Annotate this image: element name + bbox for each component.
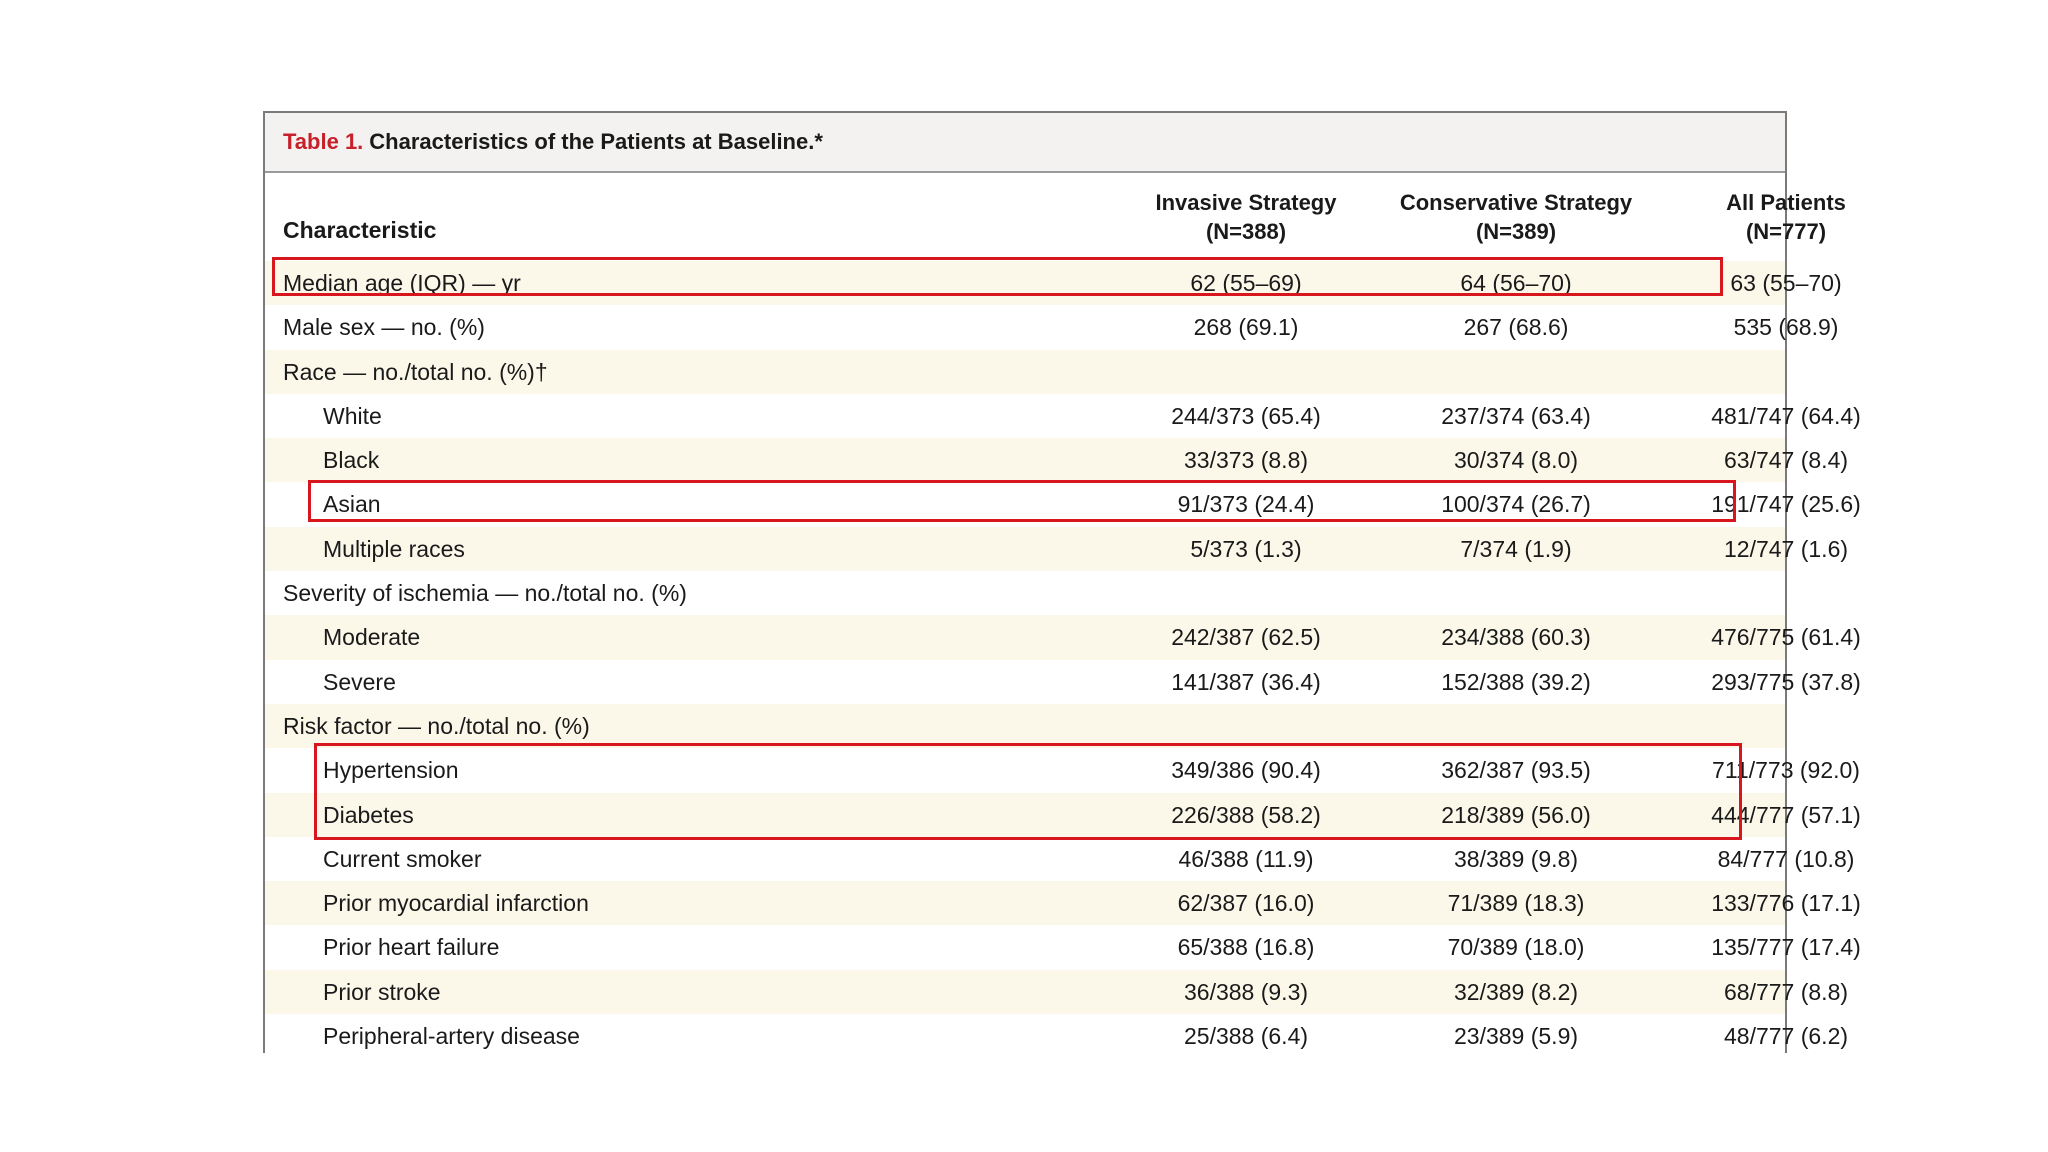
table-row	[265, 660, 1861, 704]
table-row	[265, 261, 1842, 305]
cell-conservative: 234/388 (60.3)	[1441, 624, 1591, 651]
table-row	[265, 1014, 1849, 1058]
row-label: Risk factor — no./total no. (%)	[283, 712, 590, 739]
header-invasive-n: (N=388)	[1205, 219, 1287, 244]
table-row	[265, 793, 1861, 837]
cell-conservative: 362/387 (93.5)	[1441, 757, 1591, 784]
header-all-title: All Patients	[1726, 190, 1846, 215]
cell-conservative: 100/374 (26.7)	[1441, 491, 1591, 518]
row-label: Prior myocardial infarction	[323, 890, 589, 917]
table-row	[265, 350, 1785, 394]
table-row	[265, 704, 1785, 748]
cell-invasive: 46/388 (11.9)	[1178, 845, 1314, 872]
header-invasive-title: Invasive Strategy	[1155, 190, 1337, 215]
table-title	[265, 113, 1785, 173]
row-label: Hypertension	[323, 757, 459, 784]
table-header	[265, 173, 1846, 261]
cell-all-patients: 476/775 (61.4)	[1711, 624, 1861, 651]
cell-invasive: 226/388 (58.2)	[1171, 801, 1321, 828]
cell-conservative: 32/389 (8.2)	[1453, 978, 1579, 1005]
cell-conservative: 70/389 (18.0)	[1447, 934, 1585, 961]
row-label: Multiple races	[323, 535, 465, 562]
cell-all-patients: 68/777 (8.8)	[1723, 978, 1849, 1005]
cell-conservative: 71/389 (18.3)	[1447, 890, 1585, 917]
row-label: Severe	[323, 668, 396, 695]
header-conservative-n: (N=389)	[1475, 219, 1557, 244]
cell-invasive: 62/387 (16.0)	[1177, 890, 1315, 917]
cell-invasive: 141/387 (36.4)	[1171, 668, 1321, 695]
cell-invasive: 5/373 (1.3)	[1190, 535, 1302, 562]
cell-all-patients: 711/773 (92.0)	[1712, 757, 1860, 784]
cell-conservative: 30/374 (8.0)	[1453, 447, 1579, 474]
cell-invasive: 268 (69.1)	[1193, 314, 1299, 341]
cell-invasive: 244/373 (65.4)	[1171, 402, 1321, 429]
cell-all-patients: 481/747 (64.4)	[1711, 402, 1861, 429]
table-row	[265, 748, 1860, 792]
cell-all-patients: 84/777 (10.8)	[1717, 845, 1855, 872]
header-all-n: (N=777)	[1745, 219, 1827, 244]
table-row	[265, 482, 1861, 526]
table-row	[265, 881, 1861, 925]
cell-all-patients: 535 (68.9)	[1733, 314, 1839, 341]
cell-invasive: 349/386 (90.4)	[1171, 757, 1321, 784]
cell-all-patients: 133/776 (17.1)	[1711, 890, 1861, 917]
row-label: Male sex — no. (%)	[283, 314, 485, 341]
cell-conservative: 237/374 (63.4)	[1441, 402, 1591, 429]
cell-invasive: 242/387 (62.5)	[1171, 624, 1321, 651]
cell-invasive: 33/373 (8.8)	[1183, 447, 1309, 474]
row-label: Diabetes	[323, 801, 414, 828]
table-title-number: Table 1.	[283, 129, 364, 154]
cell-all-patients: 48/777 (6.2)	[1723, 1023, 1849, 1050]
cell-invasive: 91/373 (24.4)	[1177, 491, 1315, 518]
cell-conservative: 23/389 (5.9)	[1453, 1023, 1579, 1050]
table-frame	[263, 111, 1861, 1053]
cell-all-patients: 191/747 (25.6)	[1711, 491, 1861, 518]
header-all-patients	[1651, 188, 1921, 246]
table-row	[265, 438, 1849, 482]
cell-all-patients: 12/747 (1.6)	[1723, 535, 1849, 562]
header-conservative-title: Conservative Strategy	[1399, 190, 1633, 215]
table-row	[265, 571, 1785, 615]
cell-conservative: 152/388 (39.2)	[1441, 668, 1591, 695]
row-label: Asian	[323, 491, 381, 518]
table-body	[265, 261, 1861, 1058]
table-row	[265, 394, 1861, 438]
row-label: Median age (IQR) — yr	[283, 270, 521, 296]
table-row	[265, 527, 1849, 571]
row-label: Prior heart failure	[323, 934, 500, 961]
cell-all-patients: 63/747 (8.4)	[1723, 447, 1849, 474]
cell-invasive: 25/388 (6.4)	[1183, 1023, 1309, 1050]
table-title-text: Characteristics of the Patients at Baseline.*	[369, 129, 823, 154]
cell-conservative: 218/389 (56.0)	[1441, 801, 1591, 828]
header-invasive-strategy	[1111, 188, 1381, 246]
cell-invasive: 65/388 (16.8)	[1177, 934, 1315, 961]
cell-all-patients: 135/777 (17.4)	[1711, 934, 1861, 961]
row-label: Prior stroke	[323, 978, 441, 1005]
table-row	[265, 305, 1839, 349]
cell-conservative: 38/389 (9.8)	[1453, 845, 1579, 872]
cell-all-patients: 63 (55–70)	[1730, 270, 1842, 296]
table-row	[265, 615, 1861, 659]
table-row	[265, 837, 1855, 881]
row-label: Severity of ischemia — no./total no. (%)	[283, 580, 687, 607]
row-label: Moderate	[323, 624, 421, 651]
row-label: Peripheral-artery disease	[323, 1023, 580, 1050]
cell-invasive: 36/388 (9.3)	[1183, 978, 1309, 1005]
header-conservative-strategy	[1381, 188, 1651, 246]
cell-all-patients: 293/775 (37.8)	[1711, 668, 1861, 695]
cell-conservative: 7/374 (1.9)	[1460, 535, 1572, 562]
cell-conservative: 64 (56–70)	[1460, 270, 1572, 296]
cell-invasive: 62 (55–69)	[1190, 270, 1302, 296]
cell-all-patients: 444/777 (57.1)	[1711, 801, 1861, 828]
header-characteristic: Characteristic	[283, 217, 437, 243]
row-label: Current smoker	[323, 845, 482, 872]
row-label: Race — no./total no. (%)†	[283, 358, 548, 385]
row-label: Black	[323, 447, 380, 474]
table-row	[265, 925, 1861, 969]
cell-conservative: 267 (68.6)	[1463, 314, 1569, 341]
table-row	[265, 970, 1849, 1014]
row-label: White	[323, 402, 382, 429]
